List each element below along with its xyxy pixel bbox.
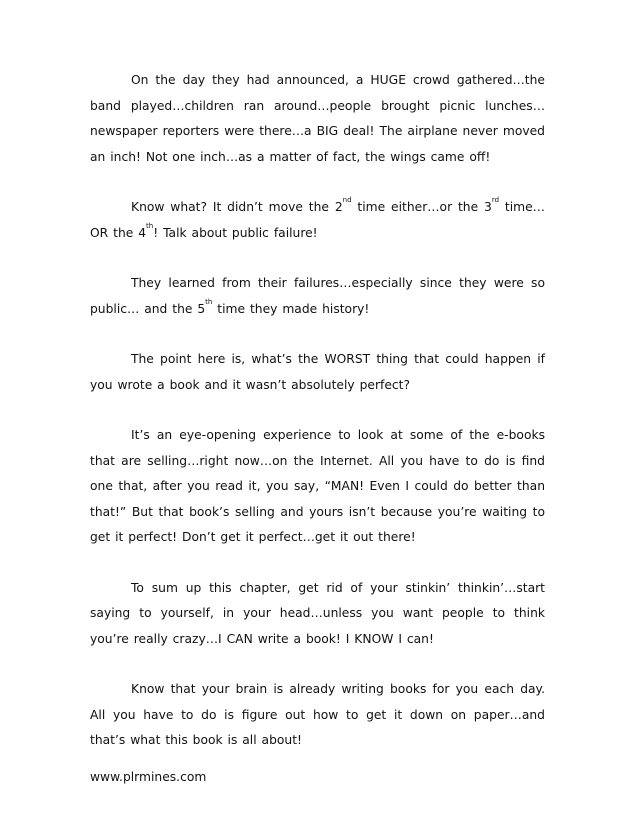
ordinal-suffix: nd bbox=[342, 196, 352, 204]
paragraph-point bbox=[90, 347, 545, 398]
paragraph-airplane-day bbox=[90, 68, 545, 170]
paragraph-know-what bbox=[90, 195, 545, 246]
document-body bbox=[90, 68, 545, 779]
paragraph-text: The point here is, what’s the WORST thing that could happen if you wrote a book and it wasn’t absolutely perfect? bbox=[90, 352, 545, 392]
paragraph-text: Know that your brain is already writing books for you each day. All you have to do is figure out how to get it down on paper…and that’s what this book is all about! bbox=[90, 682, 545, 747]
paragraph-sum-up bbox=[90, 576, 545, 653]
ordinal-suffix: rd bbox=[491, 196, 500, 204]
paragraph-text: On the day they had announced, a HUGE crowd gathered…the band played…children ran around…people brought picnic lunches…newspaper reporters were there…a BIG deal! The airplane never moved an inch! Not one inch…as a matter of fact, the wings came off! bbox=[90, 73, 545, 164]
paragraph-text: It’s an eye-opening experience to look at some of the e-books that are selling…right now…on the Internet. All you have to do is find one that, after you read it, you say, “MAN! Even I could do better than that!” But that book’s selling and yours isn’t because you’re waiting to get it perfect! Don’t get it perfect…get it out there! bbox=[90, 428, 545, 544]
paragraph-text: time either…or the 3 bbox=[351, 200, 492, 214]
ordinal-suffix: th bbox=[205, 297, 213, 306]
paragraph-eye-opening bbox=[90, 423, 545, 551]
paragraph-text: Know what? It didn’t move the 2 bbox=[131, 200, 343, 214]
paragraph-text: time they made history! bbox=[212, 301, 370, 316]
paragraph-text: To sum up this chapter, get rid of your stinkin’ thinkin’…start saying to yourself, in your head…unless you want people to think you’re really crazy…I CAN write a book! I KNOW I can! bbox=[90, 580, 545, 646]
paragraph-text: They learned from their failures…especially since they were so public… and the 5 bbox=[90, 276, 545, 316]
paragraph-brain bbox=[90, 677, 545, 754]
ordinal-suffix: th bbox=[146, 221, 154, 230]
paragraph-text: ! Talk about public failure! bbox=[153, 225, 318, 240]
footer-url: www.plrmines.com bbox=[90, 770, 207, 784]
paragraph-text: time…OR the 4 bbox=[90, 200, 545, 240]
paragraph-learned bbox=[90, 271, 545, 322]
